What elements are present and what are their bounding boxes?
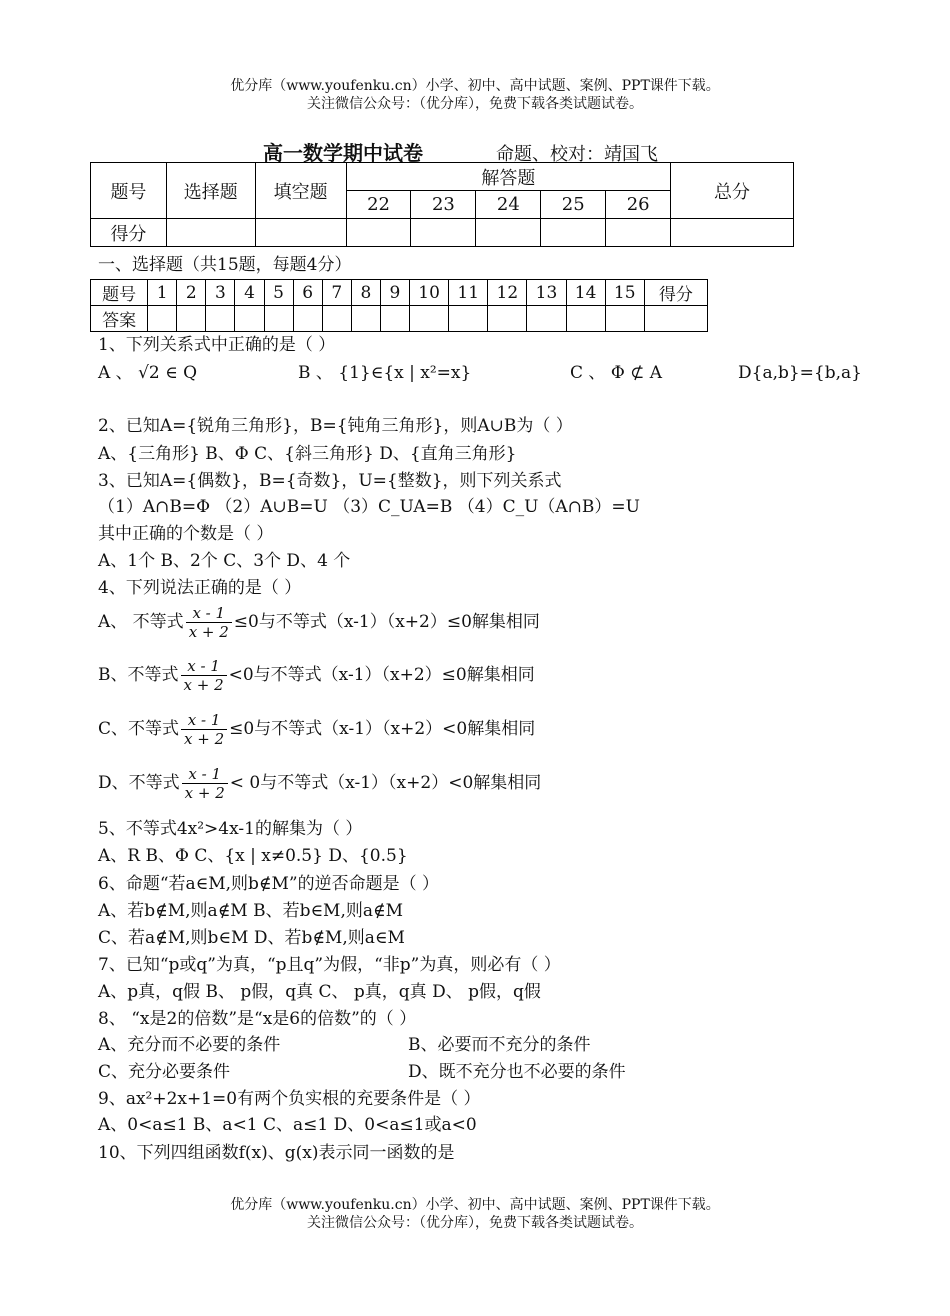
answer-num: 6: [293, 280, 322, 306]
answer-cell[interactable]: [293, 306, 322, 332]
answer-num: 13: [527, 280, 566, 306]
q4-option-c: [98, 711, 535, 748]
q4c-suffix: ≤0与不等式（x-1）（x+2）<0解集相同: [229, 719, 536, 739]
q4d-prefix: D、不等式: [98, 773, 180, 793]
fraction: [182, 765, 228, 802]
fraction: [186, 604, 232, 641]
answer-num: 3: [206, 280, 235, 306]
score-cell[interactable]: [166, 219, 255, 247]
answer-cell[interactable]: [380, 306, 409, 332]
q4c-prefix: C、不等式: [98, 719, 180, 739]
question-5: 5、不等式4x²>4x-1的解集为（ ）: [98, 819, 363, 839]
answer-num: 5: [264, 280, 293, 306]
answer-score-label: 得分: [644, 280, 707, 306]
fraction: [181, 657, 227, 694]
answer-cell[interactable]: [351, 306, 380, 332]
q1-option-a: A 、 √2 ∈ Q: [98, 363, 198, 383]
answer-cell[interactable]: [235, 306, 264, 332]
answer-num: 10: [410, 280, 449, 306]
answer-num: 8: [351, 280, 380, 306]
fraction-numerator: x - 1: [182, 765, 228, 784]
answer-row-label: 答案: [91, 306, 148, 332]
answer-cell[interactable]: [527, 306, 566, 332]
q4-option-d: [98, 765, 541, 802]
q3-ask: 其中正确的个数是（ ）: [98, 524, 274, 544]
question-9: 9、ax²+2x+1=0有两个负实根的充要条件是（ ）: [98, 1089, 481, 1109]
q5-options: A、R B、Φ C、{x | x≠0.5} D、{0.5}: [98, 846, 408, 866]
answer-cell[interactable]: [264, 306, 293, 332]
answer-cell[interactable]: [410, 306, 449, 332]
answer-cell[interactable]: [177, 306, 206, 332]
q4a-prefix: A、 不等式: [98, 612, 184, 632]
fraction-denominator: x + 2: [188, 623, 229, 641]
fraction-numerator: x - 1: [181, 657, 227, 676]
q4d-suffix: < 0与不等式（x-1）（x+2）<0解集相同: [229, 773, 542, 793]
q7-options: A、p真，q假 B、 p假，q真 C、 p真，q真 D、 p假，q假: [98, 982, 541, 1002]
section-choice-heading: 一、选择题（共15题，每题4分）: [98, 255, 352, 275]
question-3: 3、已知A={偶数}，B={奇数}，U={整数}，则下列关系式: [98, 471, 562, 491]
q4b-prefix: B、不等式: [98, 665, 179, 685]
answer-cell[interactable]: [449, 306, 488, 332]
q9-options: A、0<a≤1 B、a<1 C、a≤1 D、0<a≤1或a<0: [98, 1115, 477, 1135]
q8-option-c: C、充分必要条件: [98, 1062, 231, 1082]
fraction-denominator: x + 2: [184, 784, 225, 802]
score-cell[interactable]: [606, 219, 671, 247]
footer-line-1: 优分库（www.youfenku.cn）小学、初中、高中试题、案例、PPT课件下载。: [230, 1197, 720, 1213]
q6-options-cd: C、若a∉M,则b∈M D、若b∉M,则a∈M: [98, 928, 405, 948]
answer-cell[interactable]: [206, 306, 235, 332]
fraction-denominator: x + 2: [183, 676, 224, 694]
answer-cell[interactable]: [148, 306, 177, 332]
answer-cell[interactable]: [488, 306, 527, 332]
answer-num: 9: [380, 280, 409, 306]
th-answer-num: 23: [411, 191, 476, 219]
q3-items: （1）A∩B=Φ （2）A∪B=U （3）C_UA=B （4）C_U（A∩B）=U: [98, 497, 640, 517]
answer-num: 14: [566, 280, 605, 306]
q4-option-b: [98, 657, 535, 694]
q1-option-c: C 、 Φ ⊄ A: [570, 363, 663, 383]
question-7: 7、已知“p或q”为真，“p且q”为假，“非p”为真，则必有（ ）: [98, 955, 561, 975]
th-answer: 解答题: [346, 163, 671, 191]
q4b-suffix: <0与不等式（x-1）（x+2）≤0解集相同: [228, 665, 535, 685]
question-4: 4、下列说法正确的是（ ）: [98, 578, 302, 598]
page-title: 高一数学期中试卷: [263, 141, 423, 165]
fraction-denominator: x + 2: [184, 730, 225, 748]
score-cell[interactable]: [476, 219, 541, 247]
th-answer-num: 25: [541, 191, 606, 219]
answer-cell[interactable]: [566, 306, 605, 332]
answer-num: 15: [605, 280, 644, 306]
q1-option-d: D{a,b}={b,a}: [738, 363, 862, 383]
score-cell[interactable]: [411, 219, 476, 247]
answer-cell[interactable]: [644, 306, 707, 332]
answer-num: 4: [235, 280, 264, 306]
score-cell[interactable]: [255, 219, 346, 247]
th-fill: 填空题: [255, 163, 346, 219]
footer-line-2: 关注微信公众号：（优分库），免费下载各类试题试卷。: [307, 1215, 643, 1231]
score-cell[interactable]: [671, 219, 794, 247]
question-6: 6、命题“若a∈M,则b∉M”的逆否命题是（ ）: [98, 874, 440, 894]
q8-option-d: D、既不充分也不必要的条件: [408, 1062, 626, 1082]
th-question: 题号: [91, 163, 167, 219]
score-cell[interactable]: [346, 219, 411, 247]
question-2: 2、已知A={锐角三角形}，B={钝角三角形}，则A∪B为（ ）: [98, 416, 573, 436]
score-table: [90, 162, 794, 247]
answer-row-label: 题号: [91, 280, 148, 306]
q8-option-a: A、充分而不必要的条件: [98, 1035, 281, 1055]
header-line-2: 关注微信公众号：（优分库），免费下载各类试题试卷。: [307, 96, 643, 112]
q4a-suffix: ≤0与不等式（x-1）（x+2）≤0解集相同: [233, 612, 540, 632]
answer-cell[interactable]: [322, 306, 351, 332]
q4-option-a: [98, 604, 540, 641]
score-cell[interactable]: [541, 219, 606, 247]
question-1: 1、下列关系式中正确的是（ ）: [98, 335, 336, 355]
answer-num: 7: [322, 280, 351, 306]
q8-option-b: B、必要而不充分的条件: [408, 1035, 591, 1055]
th-choice: 选择题: [166, 163, 255, 219]
answer-num: 12: [488, 280, 527, 306]
th-answer-num: 22: [346, 191, 411, 219]
fraction-numerator: x - 1: [181, 711, 227, 730]
th-total: 总分: [671, 163, 794, 219]
answer-cell[interactable]: [605, 306, 644, 332]
question-8: 8、 “x是2的倍数”是“x是6的倍数”的（ ）: [98, 1009, 417, 1029]
header-line-1: 优分库（www.youfenku.cn）小学、初中、高中试题、案例、PPT课件下载。: [230, 78, 720, 94]
q2-options: A、{三角形} B、Φ C、{斜三角形} D、{直角三角形}: [98, 444, 517, 464]
th-answer-num: 24: [476, 191, 541, 219]
fraction-numerator: x - 1: [186, 604, 232, 623]
q1-option-b: B 、 {1}∈{x | x²=x}: [298, 363, 472, 383]
question-10: 10、下列四组函数f(x)、g(x)表示同一函数的是: [98, 1143, 455, 1163]
th-answer-num: 26: [606, 191, 671, 219]
author-line: 命题、校对：靖国飞: [496, 144, 658, 165]
row-score-label: 得分: [91, 219, 167, 247]
answer-num: 1: [148, 280, 177, 306]
answer-num: 11: [449, 280, 488, 306]
q6-options-ab: A、若b∉M,则a∉M B、若b∈M,则a∉M: [98, 901, 403, 921]
answer-num: 2: [177, 280, 206, 306]
answer-table: [90, 279, 708, 332]
q3-options: A、1个 B、2个 C、3个 D、4 个: [98, 551, 351, 571]
fraction: [181, 711, 227, 748]
